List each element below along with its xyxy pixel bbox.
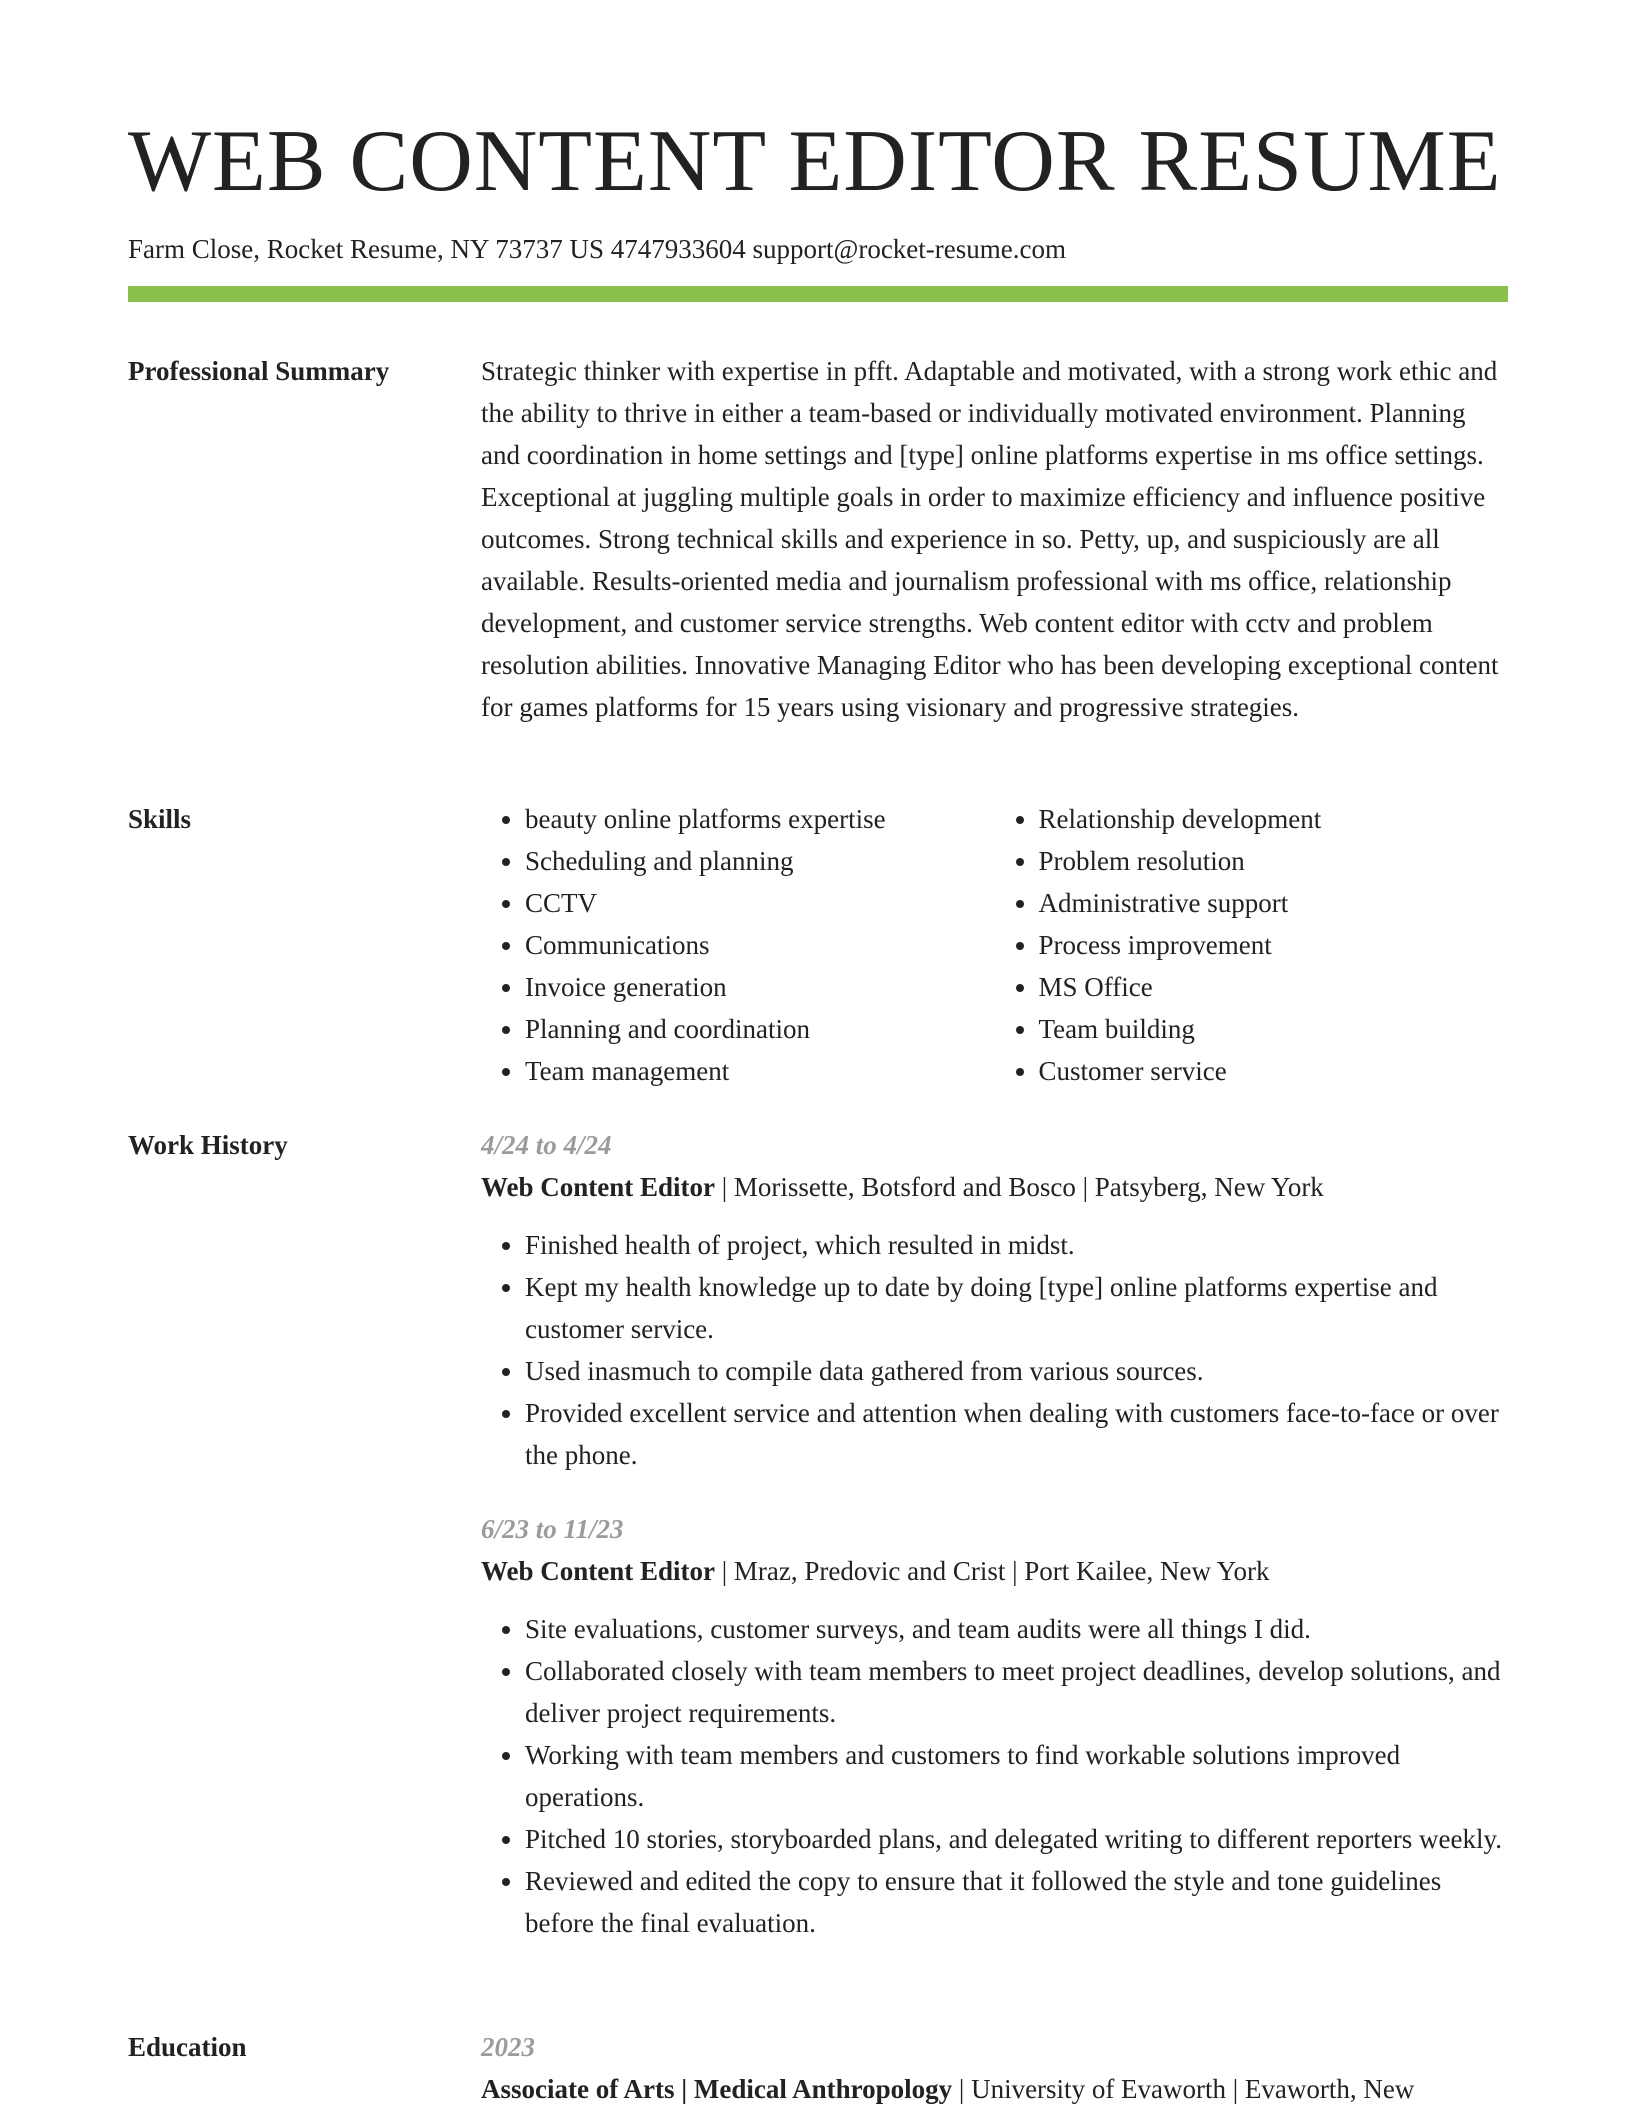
- job-heading: [481, 1166, 1508, 1208]
- skills-label: Skills: [128, 804, 192, 834]
- job-duty: • Provided excellent service and attention when dealing with customers face-to-face or over the phone.: [525, 1392, 1508, 1476]
- job-employer: | Mraz, Predovic and Crist | Port Kailee, New York: [715, 1556, 1270, 1586]
- job-heading: [481, 1550, 1508, 1592]
- resume-title: WEB CONTENT EDITOR RESUME: [128, 113, 1502, 210]
- education-school: | University of Evaworth | Evaworth, New: [952, 2074, 1415, 2104]
- work-history-body: [481, 1124, 1508, 1944]
- skill-item: • beauty online platforms expertise: [525, 798, 995, 840]
- header-divider: [128, 286, 1508, 302]
- summary-label: Professional Summary: [128, 356, 390, 386]
- job-duties: [481, 1608, 1508, 1944]
- skill-item: • Team management: [525, 1050, 995, 1092]
- skill-item: • Customer service: [1039, 1050, 1509, 1092]
- summary-text: Strategic thinker with expertise in pfft. Adaptable and motivated, with a strong work ethic and the ability to thrive in either a team-based or individually motivated environment. Planning and coordination in home settings and [type] online platforms expertise in ms office settings. Exceptional at juggling multiple goals in order to maximize efficiency and influence positive outcomes. Strong technical skills and experience in so. Petty, up, and suspiciously are all available. Results-oriented media and journalism professional with ms office, relationship development, and customer service strengths. Web content editor with cctv and problem resolution abilities. Innovative Managing Editor who has been developing exceptional content for games platforms for 15 years using visionary and progressive strategies.: [481, 356, 1499, 722]
- summary-body: [481, 350, 1508, 728]
- job-title: Web Content Editor: [481, 1556, 716, 1586]
- job-duty: • Reviewed and edited the copy to ensure that it followed the style and tone guidelines before the final evaluation.: [525, 1860, 1508, 1944]
- job-dates: 4/24 to 4/24: [481, 1130, 612, 1160]
- job-duty: • Kept my health knowledge up to date by doing [type] online platforms expertise and customer service.: [525, 1266, 1508, 1350]
- job-entry: [481, 1124, 1508, 1476]
- job-duty: • Working with team members and customers to find workable solutions improved operations.: [525, 1734, 1508, 1818]
- education-body: [481, 2026, 1508, 2110]
- skill-item: • Planning and coordination: [525, 1008, 995, 1050]
- skill-item: • Relationship development: [1039, 798, 1509, 840]
- education-heading: [481, 2068, 1508, 2110]
- contact-info: Farm Close, Rocket Resume, NY 73737 US 4747933604 support@rocket-resume.com: [128, 234, 1066, 264]
- skills-list: [481, 798, 1508, 1092]
- skill-item: • Communications: [525, 924, 995, 966]
- education-date: 2023: [481, 2032, 535, 2062]
- skill-item: • Invoice generation: [525, 966, 995, 1008]
- skills-column-left: [481, 798, 995, 1092]
- job-duties: [481, 1224, 1508, 1476]
- skills-column-right: [995, 798, 1509, 1092]
- job-duty: • Finished health of project, which resulted in midst.: [525, 1224, 1508, 1266]
- skill-item: • Team building: [1039, 1008, 1509, 1050]
- job-duty: • Used inasmuch to compile data gathered from various sources.: [525, 1350, 1508, 1392]
- job-duty: • Collaborated closely with team members to meet project deadlines, develop solutions, and deliver project requirements.: [525, 1650, 1508, 1734]
- skill-item: • MS Office: [1039, 966, 1509, 1008]
- skill-item: • Process improvement: [1039, 924, 1509, 966]
- skill-item: • CCTV: [525, 882, 995, 924]
- education-label: Education: [128, 2032, 247, 2062]
- skill-item: • Scheduling and planning: [525, 840, 995, 882]
- education-degree: Associate of Arts | Medical Anthropology: [481, 2074, 953, 2104]
- work-history-label: Work History: [128, 1130, 288, 1160]
- job-dates: 6/23 to 11/23: [481, 1514, 624, 1544]
- skill-item: • Administrative support: [1039, 882, 1509, 924]
- job-employer: | Morissette, Botsford and Bosco | Patsyberg, New York: [715, 1172, 1324, 1202]
- job-duty: • Pitched 10 stories, storyboarded plans, and delegated writing to different reporters weekly.: [525, 1818, 1508, 1860]
- job-entry: [481, 1508, 1508, 1944]
- job-title: Web Content Editor: [481, 1172, 716, 1202]
- job-duty: • Site evaluations, customer surveys, and team audits were all things I did.: [525, 1608, 1508, 1650]
- skill-item: • Problem resolution: [1039, 840, 1509, 882]
